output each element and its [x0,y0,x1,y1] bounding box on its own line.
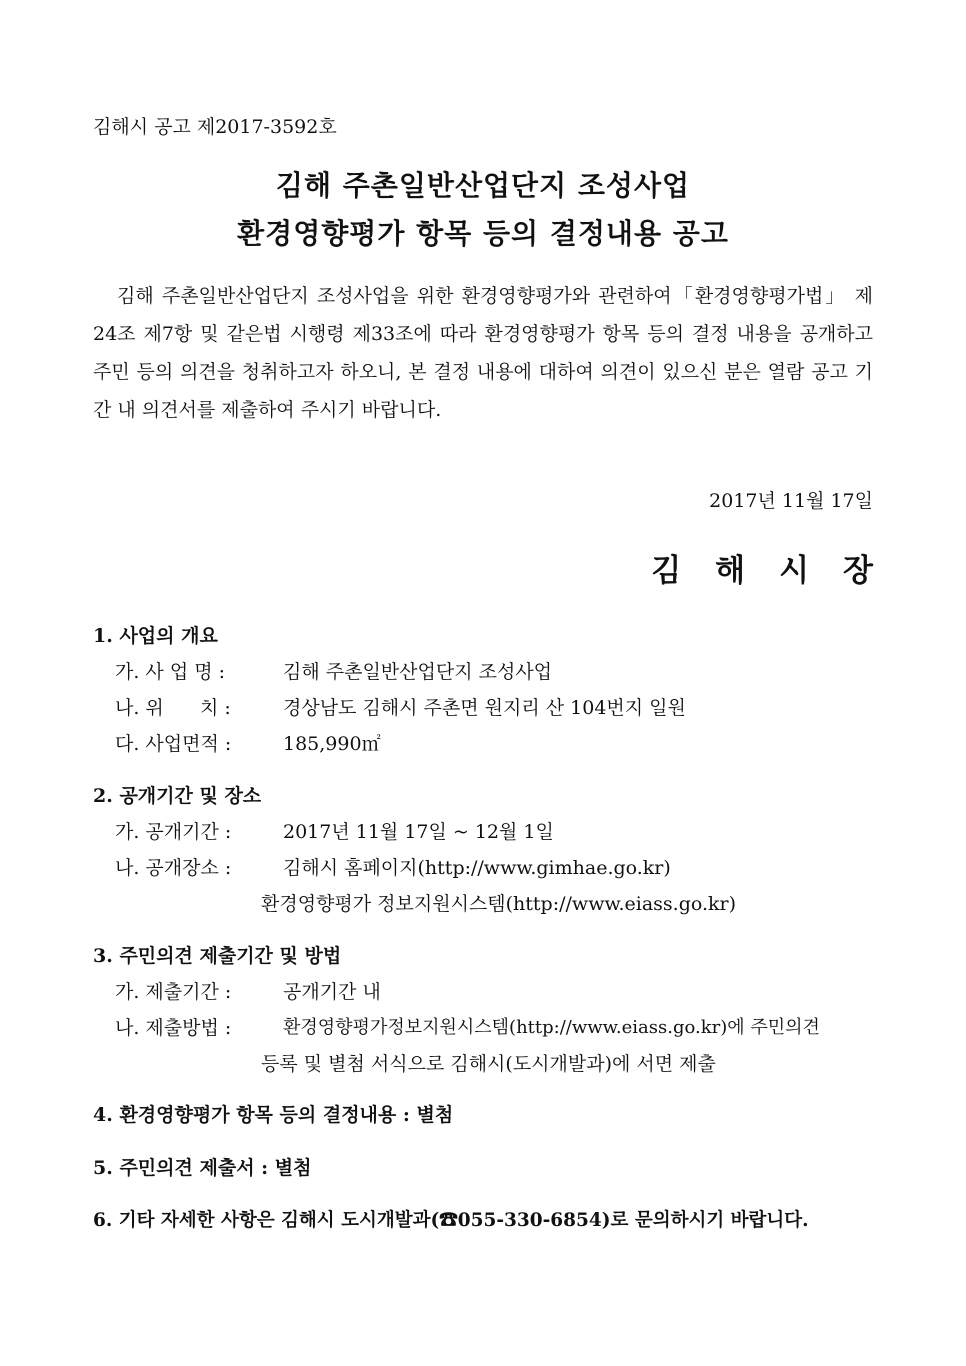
list-item [93,814,883,850]
issuer-name: 김해시장 [651,553,907,589]
item-label: 가. 사 업 명 : [115,661,226,683]
title-line-2: 환경영향평가 항목 등의 결정내용 공고 [237,217,729,250]
section-contact [93,1203,883,1239]
item-label: 다. 사업면적 : [115,733,232,755]
section-heading: 2. 공개기간 및 장소 [93,785,262,807]
section-project-overview [93,618,883,762]
item-label: 나. 위 치 : [115,697,231,719]
list-item [93,1010,883,1046]
item-value: 185,990㎡ [283,733,381,755]
section-decision [93,1097,883,1133]
item-value: 김해시 홈페이지(http://www.gimhae.go.kr) [283,857,671,879]
title-line-1: 김해 주촌일반산업단지 조성사업 [275,169,691,202]
section-heading: 6. 기타 자세한 사항은 김해시 도시개발과(☎055-330-6854)로 문의하시기 바랍니다. [93,1210,809,1231]
item-label: 나. 공개장소 : [115,857,232,879]
section-opinion-form [93,1150,883,1186]
item-value: 2017년 11월 17일 ~ 12월 1일 [283,821,554,843]
list-item [93,726,883,762]
body-text: 김해 주촌일반산업단지 조성사업을 위한 환경영향평가와 관련하여「환경영향평가법」 제24조 제7항 및 같은법 시행령 제33조에 따라 환경영향평가 항목 등의 결정 내용을 공개하고 주민 등의 의견을 청취하고자 하오니, 본 결정 내용에 대하여 의견이 있으신 분은 열람 공고 기간 내 의견서를 제출하여 주시기 바랍니다. [93,285,873,421]
section-heading: 4. 환경영향평가 항목 등의 결정내용 : 별첨 [93,1104,454,1126]
item-value: 공개기간 내 [283,981,381,1003]
section-heading: 3. 주민의견 제출기간 및 방법 [93,945,342,967]
item-continuation: 등록 및 별첨 서식으로 김해시(도시개발과)에 서면 제출 [261,1053,716,1075]
notice-date: 2017년 11월 17일 [709,490,873,512]
item-label: 가. 공개기간 : [115,821,232,843]
body-paragraph [93,277,873,429]
list-item [93,974,883,1010]
list-item [93,690,883,726]
list-item [93,850,883,886]
item-value: 경상남도 김해시 주촌면 원지리 산 104번지 일원 [283,697,686,719]
notice-number: 김해시 공고 제2017-3592호 [93,116,337,138]
section-heading: 1. 사업의 개요 [93,625,218,647]
item-label: 가. 제출기간 : [115,981,232,1003]
list-item [93,654,883,690]
section-disclosure [93,778,883,922]
section-submission [93,938,883,1082]
item-label: 나. 제출방법 : [115,1017,232,1039]
item-value: 김해 주촌일반산업단지 조성사업 [283,661,553,683]
item-continuation: 환경영향평가 정보지원시스템(http://www.eiass.go.kr) [261,893,737,915]
section-heading: 5. 주민의견 제출서 : 별첨 [93,1157,312,1179]
item-value: 환경영향평가정보지원시스템(http://www.eiass.go.kr)에 주민의견 [283,1017,820,1038]
